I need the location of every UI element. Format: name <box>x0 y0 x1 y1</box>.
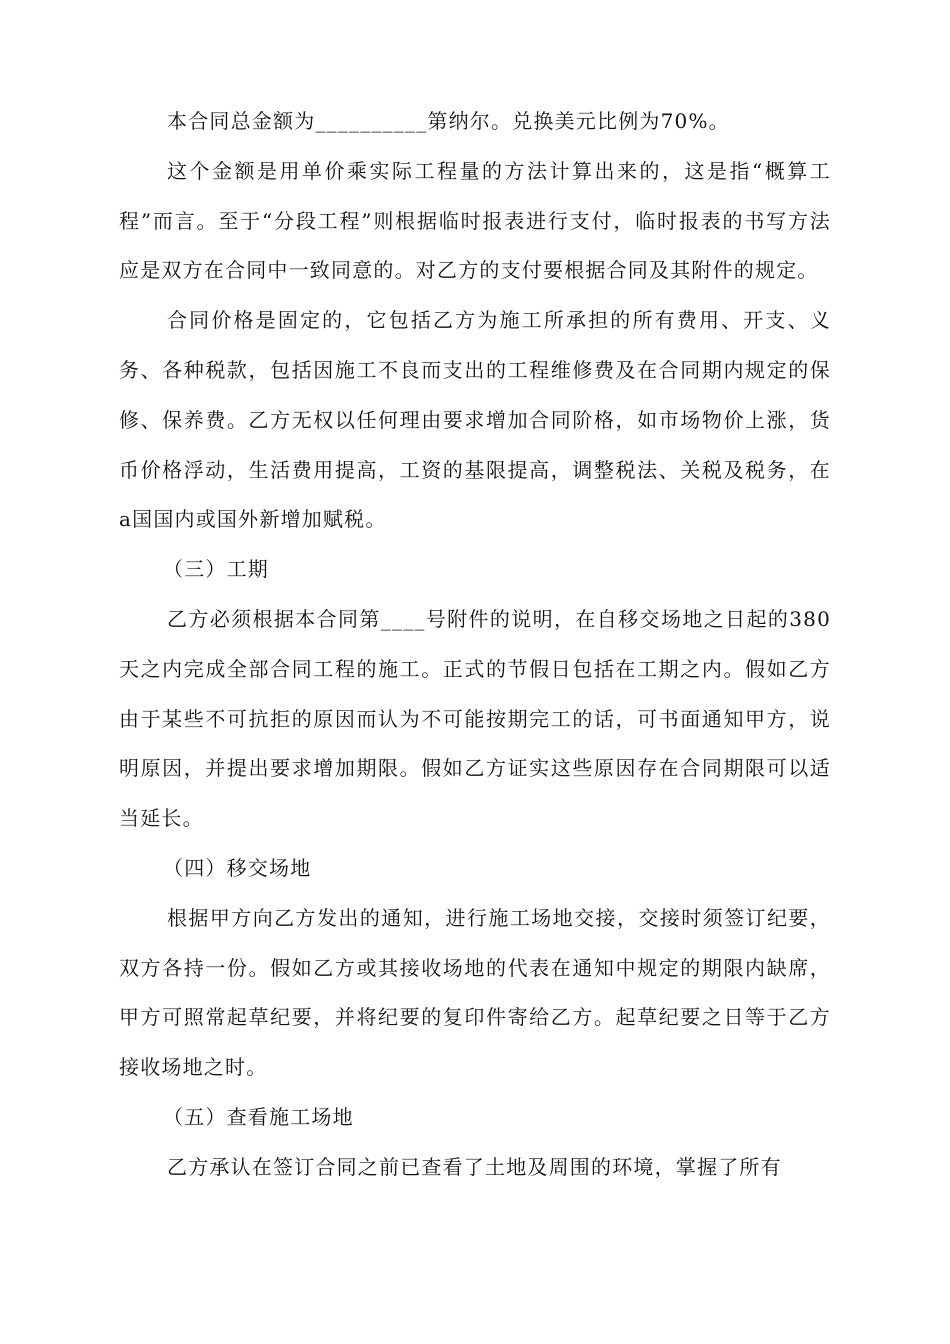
section-heading-construction-period: （三）工期 <box>163 557 269 582</box>
paragraph-amount-calculation: 这个金额是用单价乘实际工程量的方法计算出来的，这是指“概算工程”而言。至于“分段工程”则根据临时报表进行支付，临时报表的书写方法应是双方在合同中一致同意的。对乙方的支付要根据合同及其附件的规定。 <box>119 158 831 283</box>
paragraph-site-inspection: 乙方承认在签订合同之前已查看了土地及周围的环境，掌握了所有 <box>167 1154 782 1179</box>
paragraph-fixed-price: 合同价格是固定的，它包括乙方为施工所承担的所有费用、开支、义务、各种税款，包括因施工不良而支出的工程维修费及在合同期内规定的保修、保养费。乙方无权以任何理由要求增加合同阶格，如市场物价上涨，货币价格浮动，生活费用提高，工资的基限提高，调整税法、关税及税务，在a国国内或国外新增加赋税。 <box>119 308 831 532</box>
section-heading-site-inspection: （五）查看施工场地 <box>163 1104 354 1129</box>
paragraph-site-handover: 根据甲方向乙方发出的通知，进行施工场地交接，交接时须签订纪要，双方各持一份。假如乙方或其接收场地的代表在通知中规定的期限内缺席，甲方可照常起草纪要，并将纪要的复印件寄给乙方。起草纪要之日等于乙方接收场地之时。 <box>119 905 831 1080</box>
paragraph-construction-period: 乙方必须根据本合同第____号附件的说明，在自移交场地之日起的380天之内完成全部合同工程的施工。正式的节假日包括在工期之内。假如乙方由于某些不可抗拒的原因而认为不可能按期完工的话，可书面通知甲方，说明原因，并提出要求增加期限。假如乙方证实这些原因存在合同期限可以适当延长。 <box>119 606 831 831</box>
document-page <box>119 97 831 1193</box>
paragraph-total-amount: 本合同总金额为__________第纳尔。兑换美元比例为70%。 <box>167 109 730 133</box>
section-heading-site-handover: （四）移交场地 <box>163 855 312 880</box>
